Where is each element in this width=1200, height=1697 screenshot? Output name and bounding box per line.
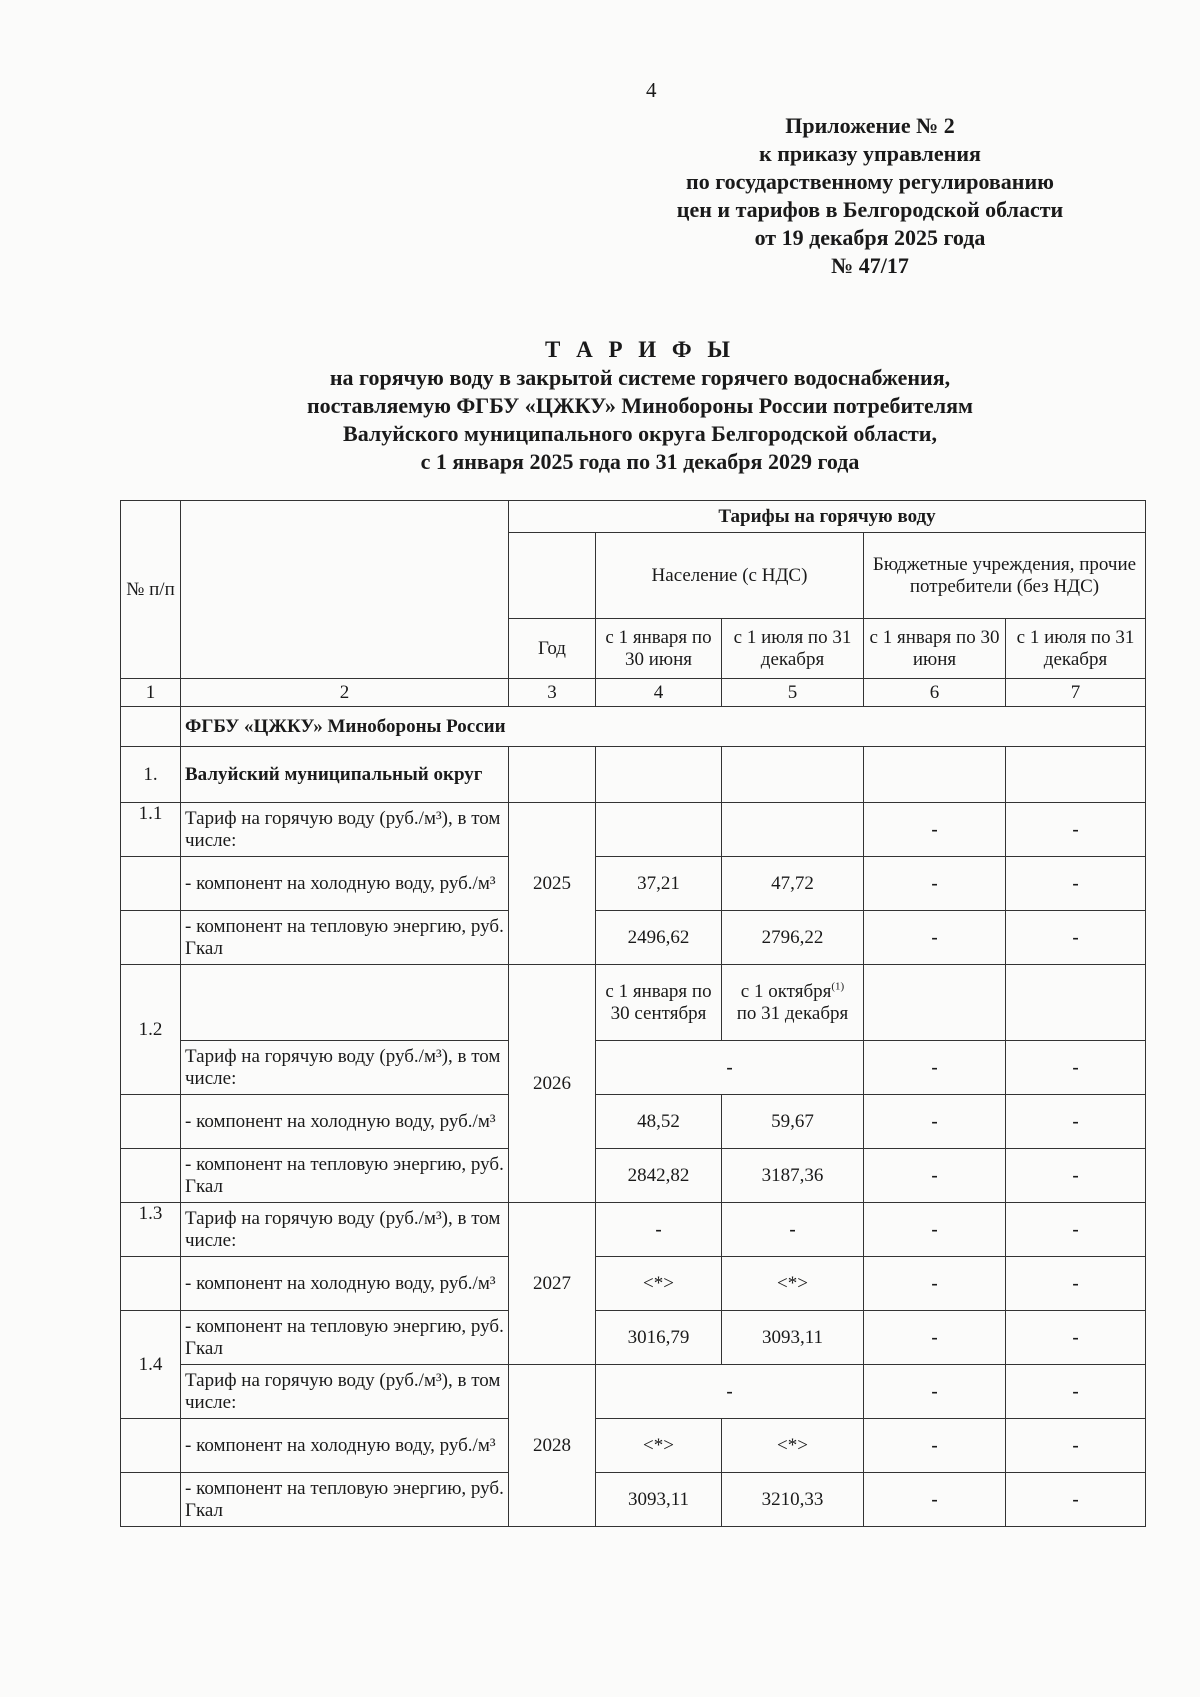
dash-cell: - [864, 1095, 1006, 1149]
empty-cell [121, 1095, 181, 1149]
empty-cell [121, 857, 181, 911]
value-2027-heat-p2: 3093,11 [722, 1311, 864, 1365]
value-2026-heat-p1: 2842,82 [596, 1149, 722, 1203]
dash-cell: - [864, 1311, 1006, 1365]
label-tariff-total: Тариф на горячую воду (руб./м³), в том числе: [181, 803, 509, 857]
dash-cell: - [864, 1041, 1006, 1095]
value-2026-cold-p2: 59,67 [722, 1095, 864, 1149]
value-2028-cold-p2: <*> [722, 1419, 864, 1473]
empty-cell [121, 1473, 181, 1527]
value-2027-cold-p1: <*> [596, 1257, 722, 1311]
dash-cell: - [1006, 911, 1146, 965]
value-2025-heat-p1: 2496,62 [596, 911, 722, 965]
dash-cell: - [596, 1203, 722, 1257]
header-period-2: с 1 июля по 31 декабря [722, 619, 864, 679]
empty-cell [1006, 965, 1146, 1041]
title-line: Валуйского муниципального округа Белгородской области, [343, 421, 937, 446]
col-number: 5 [722, 679, 864, 707]
year-2027: 2027 [509, 1203, 596, 1365]
dash-cell: - [864, 1257, 1006, 1311]
appendix-line: Приложение № 2 [785, 113, 955, 138]
header-name-empty [181, 501, 509, 679]
page-number: 4 [646, 78, 657, 102]
empty-cell [1006, 747, 1146, 803]
dash-cell: - [864, 1203, 1006, 1257]
row-num: 1.2 [121, 965, 181, 1095]
empty-cell [864, 965, 1006, 1041]
org-num-empty [121, 707, 181, 747]
dash-cell: - [1006, 1095, 1146, 1149]
appendix-line: № 47/17 [831, 253, 909, 278]
empty-cell [596, 747, 722, 803]
dash-cell: - [1006, 1257, 1146, 1311]
value-2026-heat-p2: 3187,36 [722, 1149, 864, 1203]
header-period-1: с 1 января по 30 июня [596, 619, 722, 679]
header-year: Год [509, 619, 596, 679]
label-heat: - компонент на тепловую энергию, руб. Гкал [181, 1473, 509, 1527]
dash-cell: - [722, 1203, 864, 1257]
year-2025: 2025 [509, 803, 596, 965]
header-empty [509, 533, 596, 619]
dash-cell: - [864, 1149, 1006, 1203]
empty-cell [181, 965, 509, 1041]
col-number: 1 [121, 679, 181, 707]
dash-cell: - [864, 803, 1006, 857]
header-budget: Бюджетные учреждения, прочие потребители (без НДС) [864, 533, 1146, 619]
label-cold: - компонент на холодную воду, руб./м³ [181, 857, 509, 911]
empty-cell [121, 1419, 181, 1473]
dash-cell: - [1006, 1041, 1146, 1095]
dash-cell: - [1006, 1311, 1146, 1365]
period-2026-1: с 1 января по 30 сентября [596, 965, 722, 1041]
label-heat: - компонент на тепловую энергию, руб. Гкал [181, 1149, 509, 1203]
dash-cell: - [1006, 1203, 1146, 1257]
col-number: 2 [181, 679, 509, 707]
dash-cell: - [1006, 1149, 1146, 1203]
district-name: Валуйский муниципальный округ [181, 747, 509, 803]
label-heat: - компонент на тепловую энергию, руб. Гкал [181, 1311, 509, 1365]
label-heat: - компонент на тепловую энергию, руб. Гкал [181, 911, 509, 965]
title-line: поставляемую ФГБУ «ЦЖКУ» Минобороны России потребителям [307, 393, 973, 418]
period-2026-2-start: с 1 октября [740, 980, 832, 1002]
dash-cell: - [596, 1041, 864, 1095]
label-cold: - компонент на холодную воду, руб./м³ [181, 1257, 509, 1311]
dash-cell: - [864, 911, 1006, 965]
dash-cell: - [864, 857, 1006, 911]
value-2028-heat-p2: 3210,33 [722, 1473, 864, 1527]
dash-cell: - [864, 1473, 1006, 1527]
appendix-line: цен и тарифов в Белгородской области [676, 197, 1064, 222]
header-num: № п/п [121, 501, 181, 679]
empty-cell [509, 747, 596, 803]
value-2025-cold-p2: 47,72 [722, 857, 864, 911]
header-population: Население (с НДС) [596, 533, 864, 619]
appendix-line: по государственному регулированию [686, 169, 1054, 194]
col-number: 7 [1006, 679, 1146, 707]
title-heading: Т А Р И Ф Ы [545, 337, 735, 362]
col-number: 6 [864, 679, 1006, 707]
org-name: ФГБУ «ЦЖКУ» Минобороны России [181, 707, 1146, 747]
header-period-4: с 1 июля по 31 декабря [1006, 619, 1146, 679]
value-2028-cold-p1: <*> [596, 1419, 722, 1473]
row-num: 1.3 [121, 1203, 181, 1257]
document-title [110, 336, 1170, 476]
label-tariff-total: Тариф на горячую воду (руб./м³), в том числе: [181, 1203, 509, 1257]
value-2025-heat-p2: 2796,22 [722, 911, 864, 965]
empty-cell [596, 803, 722, 857]
dash-cell: - [864, 1365, 1006, 1419]
empty-cell [121, 1149, 181, 1203]
empty-cell [722, 747, 864, 803]
header-period-3: с 1 января по 30 июня [864, 619, 1006, 679]
value-2027-heat-p1: 3016,79 [596, 1311, 722, 1365]
appendix-line: от 19 декабря 2025 года [754, 225, 986, 250]
row-num: 1.1 [121, 803, 181, 857]
dash-cell: - [1006, 857, 1146, 911]
empty-cell [864, 747, 1006, 803]
dash-cell: - [1006, 1473, 1146, 1527]
footnote-mark: (1) [831, 980, 845, 993]
period-2026-2-end: по 31 декабря [736, 1002, 849, 1024]
appendix-block [620, 112, 1120, 280]
header-tariffs: Тарифы на горячую воду [509, 501, 1146, 533]
dash-cell: - [864, 1419, 1006, 1473]
row-num: 1.4 [121, 1311, 181, 1419]
empty-cell [121, 911, 181, 965]
empty-cell [121, 1257, 181, 1311]
title-line: с 1 января 2025 года по 31 декабря 2029 года [420, 449, 860, 474]
dash-cell: - [1006, 1365, 1146, 1419]
dash-cell: - [1006, 803, 1146, 857]
appendix-line: к приказу управления [759, 141, 981, 166]
label-cold: - компонент на холодную воду, руб./м³ [181, 1419, 509, 1473]
dash-cell: - [1006, 1419, 1146, 1473]
dash-cell: - [596, 1365, 864, 1419]
year-2026: 2026 [509, 965, 596, 1203]
value-2027-cold-p2: <*> [722, 1257, 864, 1311]
value-2025-cold-p1: 37,21 [596, 857, 722, 911]
period-2026-2 [722, 965, 864, 1041]
empty-cell [722, 803, 864, 857]
value-2028-heat-p1: 3093,11 [596, 1473, 722, 1527]
label-tariff-total: Тариф на горячую воду (руб./м³), в том числе: [181, 1041, 509, 1095]
col-number: 4 [596, 679, 722, 707]
label-cold: - компонент на холодную воду, руб./м³ [181, 1095, 509, 1149]
col-number: 3 [509, 679, 596, 707]
district-num: 1. [121, 747, 181, 803]
value-2026-cold-p1: 48,52 [596, 1095, 722, 1149]
year-2028: 2028 [509, 1365, 596, 1527]
tariff-table [120, 500, 1146, 1527]
title-line: на горячую воду в закрытой системе горячего водоснабжения, [329, 365, 951, 390]
label-tariff-total: Тариф на горячую воду (руб./м³), в том числе: [181, 1365, 509, 1419]
